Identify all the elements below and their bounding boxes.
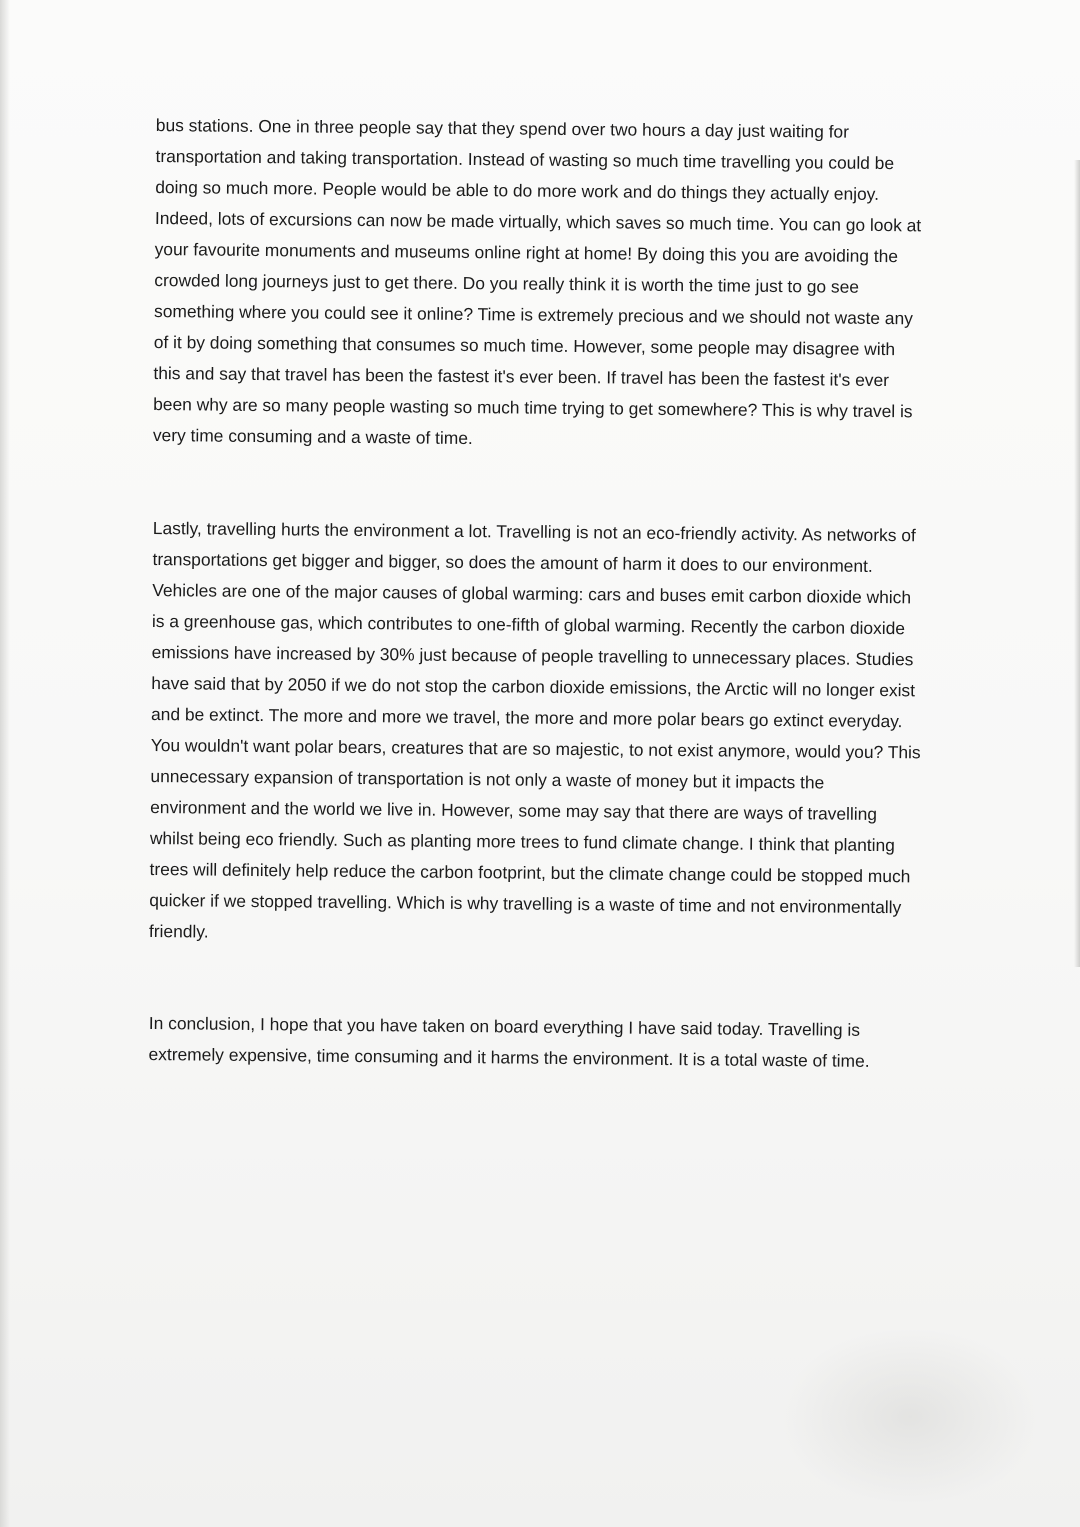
paragraph-environment bbox=[149, 513, 923, 954]
paragraph-text: In conclusion, I hope that you have taken on board everything I have said today. Travelling is extremely expensive, time consuming and it harms the environment. It is a total waste of time. bbox=[148, 1012, 870, 1071]
paper-shadow bbox=[780, 1327, 1040, 1507]
paragraph-text: bus stations. One in three people say that they spend over two hours a day just waiting for transportation and taking transportation. Instead of wasting so much time travelling you could be doing so much more. People would be able to do more work and do things they actually enjoy. Indeed, lots of excursions can now be made virtually, which saves so much time. You can go look at your favourite monuments and museums online right at home! By doing this you are avoiding the crowded long journeys just to get there. Do you really think it is worth the time just to go see something where you could see it online? Time is extremely precious and we should not waste any of it by doing something that consumes so much time. However, some people may disagree with this and say that travel has been the fastest it's ever been. If travel has been the fastest it's ever been why are so many people wasting so much time trying to get somewhere? This is why travel is very time consuming and a waste of time. bbox=[152, 114, 922, 449]
paragraph-text: Lastly, travelling hurts the environment a lot. Travelling is not an eco-friendly activity. As networks of transportations get bigger and bigger, so does the amount of harm it does to our environment. Vehicles are one of the major causes of global warming: cars and buses emit carbon dioxide which is a greenhouse gas, which contributes to one-fifth of global warming. Recently the carbon dioxide emissions have increased by 30% just because of people travelling to unnecessary places. Studies have said that by 2050 if we do not stop the carbon dioxide emissions, the Arctic will no longer exist and be extinct. The more and more we travel, the more and more polar bears go extinct everyday. You wouldn't want polar bears, creatures that are so majestic, to not exist anymore, would you? This unnecessary expansion of transportation is not only a waste of money but it impacts the environment and the world we live in. However, some may say that there are ways of travelling whilst being eco friendly. Such as planting more trees to fund climate change. I think that planting trees will definitely help reduce the carbon footprint, but the climate change could be stopped much quicker if we stopped travelling. Which is why travelling is a waste of time and not environmentally friendly. bbox=[148, 517, 921, 942]
paragraph-time-consuming bbox=[153, 110, 926, 458]
paragraph-conclusion bbox=[148, 1008, 919, 1077]
